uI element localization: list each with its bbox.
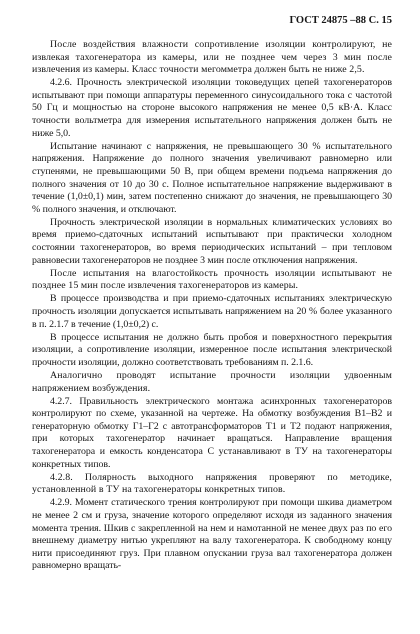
page-header: ГОСТ 24875 –88 С. 15 [289, 15, 392, 26]
paragraph-4-2-7: 4.2.7. Правильность электрического монтажа асинхронных тахогенераторов контролируют по схеме, указанной на чертеже. На обмотку возбуждения В1–В2 и генераторную обмотку Г1–Г2 с автотрансформаторов Т1 и Т2 подают напряжения, при которых тахогенератор начинает вращаться. Направление вращения тахогенератора и емкость конденсатора С устанавливают в ТУ на тахогенераторы конкретных типов. [32, 395, 392, 470]
paragraph-humidity: После воздействия влажности сопротивление изоляции контролируют, не извлекая тахогенератора из камеры, или не позднее чем через 3 мин после извлечения из камеры. Класс точности мегомметра должен быть не ниже 2,5. [32, 39, 392, 76]
paragraph-no-breakdown: В процессе испытания не должно быть пробоя и поверхностного перекрытия изоляции, а сопротивление изоляции, измеренное после испытания электрической прочности изоляции, должно соответствовать требованиям п. 2.1.6. [32, 331, 392, 368]
paragraph-4-2-9: 4.2.9. Момент статического трения контролируют при помощи шкива диаметром не менее 2 см и груза, значение которого определяют исходя из заданного значения момента трения. Шкив с закрепленной на нем и намотанной не менее двух раз по его внешнему диаметру нитью укрепляют на валу тахогенератора. К свободному концу нити присоединяют груз. При плавном опускании груза вал тахогенератора должен равномерно вращать- [32, 497, 392, 572]
paragraph-test-start: Испытание начинают с напряжения, не превышающего 30 % испытательного напряжения. Напряжение до полного значения увеличивают равномерно или ступенями, не превышающими 50 В, при общем времени подъема напряжения до полного значения от 10 до 30 с. Полное испытательное напряжение выдерживают в течение (1,0±0,1) мин, затем постепенно снижают до значения, не превышающего 30 % полного значения, и отключают. [32, 140, 392, 215]
paragraph-4-2-6: 4.2.6. Прочность электрической изоляции токоведущих цепей тахогенераторов испытывают при помощи аппаратуры переменного синусоидального тока с частотой 50 Гц и мощностью на стороне высокого напряжения не менее 0,5 кВ·А. Класс точности вольтметра для измерения испытательного напряжения должен быть не ниже 5,0. [32, 77, 392, 139]
paragraph-production: В процессе производства и при приемо-сдаточных испытаниях электрическую прочность изоляции допускается испытывать напряжением на 20 % более указанного в п. 2.1.7 в течение (1,0±0,2) с. [32, 293, 392, 330]
paragraph-double-voltage: Аналогично проводят испытание прочности изоляции удвоенным напряжением возбуждения. [32, 369, 392, 394]
paragraph-after-humidity: После испытания на влагостойкость прочность изоляции испытывают не позднее 15 мин после извлечения тахогенераторов из камеры. [32, 267, 392, 292]
paragraph-4-2-8: 4.2.8. Полярность выходного напряжения проверяют по методике, установленной в ТУ на тахогенераторы конкретных типов. [32, 471, 392, 496]
paragraph-normal-conditions: Прочность электрической изоляции в нормальных климатических условиях во время приемо-сдаточных испытаний испытывают при практически холодном состоянии тахогенераторов, во время периодических испытаний – при тепловом равновесии тахогенераторов не позднее 3 мин после отключения напряжения. [32, 216, 392, 266]
